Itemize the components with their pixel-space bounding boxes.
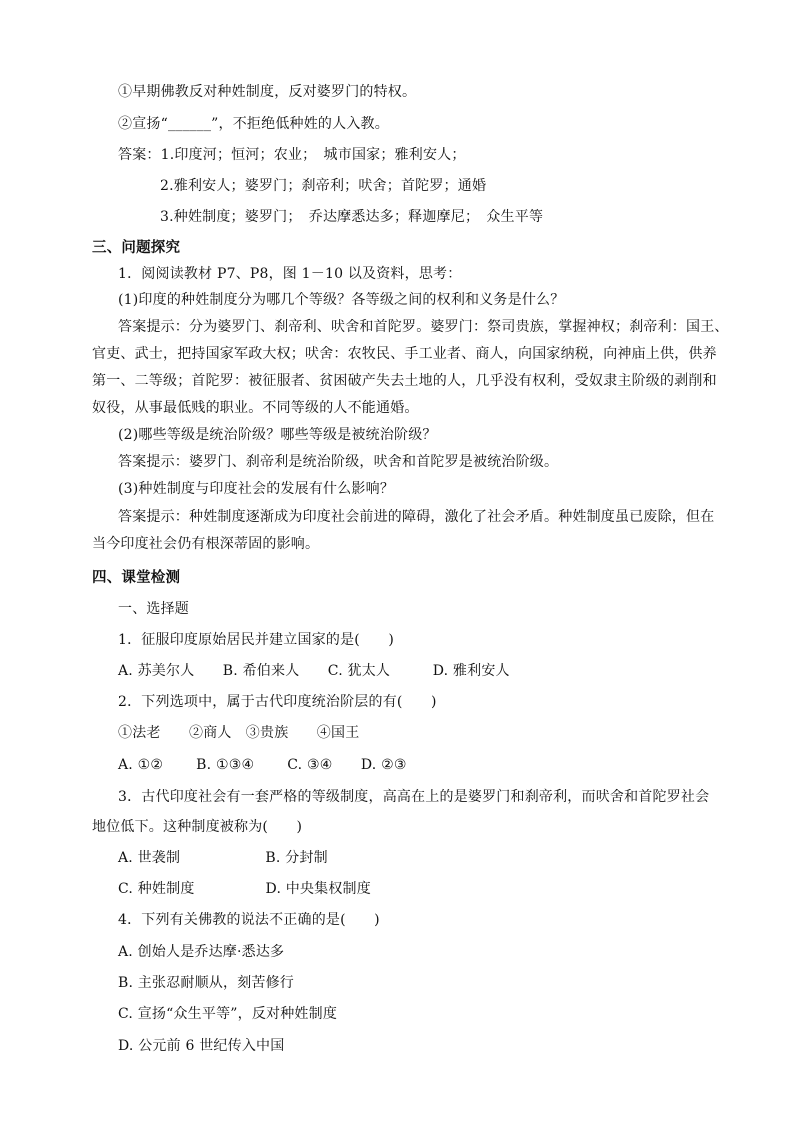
answer-line: 第一、二等级；首陀罗：被征服者、贫困破产失去土地的人，几乎没有权利，受奴隶主阶级的剥削和 — [92, 373, 717, 389]
options-line: A. ①② B. ①③④ C. ③④ D. ②③ — [118, 757, 407, 773]
answer-line: 答案提示：婆罗门、刹帝利是统治阶级，吠舍和首陀罗是被统治阶级。 — [118, 454, 559, 470]
question-line: (3)种姓制度与印度社会的发展有什么影响？ — [118, 481, 395, 497]
question-line: 3．古代印度社会有一套严格的等级制度，高高在上的是婆罗门和刹帝利，而吠舍和首陀罗社会 — [118, 789, 710, 805]
section-heading: 四、课堂检测 — [92, 569, 181, 586]
options-line: ①法老 ②商人 ③贵族 ④国王 — [118, 725, 360, 741]
text-line: ①早期佛教反对种姓制度，反对婆罗门的特权。 — [118, 84, 417, 100]
answer-line: 官吏、武士，把持国家军政大权；吠舍：农牧民、手工业者、商人，向国家纳税，向神庙上供，供养 — [92, 346, 717, 362]
answer-line: 3.种姓制度；婆罗门； 乔达摩悉达多；释迦摩尼； 众生平等 — [160, 209, 544, 225]
answer-line: 答案：1.印度河；恒河；农业； 城市国家；雅利安人； — [118, 147, 466, 163]
answer-line: 答案提示：分为婆罗门、刹帝利、吠舍和首陀罗。婆罗门：祭司贵族，掌握神权；刹帝利：国王、 — [118, 319, 729, 335]
option-line: D. 公元前 6 世纪传入中国 — [118, 1038, 285, 1054]
answer-line: 奴役，从事最低贱的职业。不同等级的人不能通婚。 — [92, 400, 419, 416]
question-line: 1．征服印度原始居民并建立国家的是( ) — [118, 632, 395, 648]
answer-line: 答案提示：种姓制度逐渐成为印度社会前进的障碍，激化了社会矛盾。种姓制度虽已废除，但在 — [118, 509, 715, 525]
section-heading: 三、问题探究 — [92, 239, 181, 256]
options-line: A. 苏美尔人 B. 希伯来人 C. 犹太人 D. 雅利安人 — [118, 663, 510, 679]
question-line: 4．下列有关佛教的说法不正确的是( ) — [118, 912, 380, 928]
question-line: (1)印度的种姓制度分为哪几个等级？各等级之间的权利和义务是什么？ — [118, 292, 565, 308]
answer-line: 当今印度社会仍有根深蒂固的影响。 — [92, 536, 320, 552]
answer-line: 2.雅利安人；婆罗门；刹帝利；吠舍；首陀罗；通婚 — [160, 178, 487, 194]
subsection-heading: 一、选择题 — [118, 601, 189, 617]
text-line: ②宣扬“______”，不拒绝低种姓的人入教。 — [118, 116, 389, 132]
option-line: B. 主张忍耐顺从，刻苦修行 — [118, 975, 294, 991]
question-line: (2)哪些等级是统治阶级？哪些等级是被统治阶级？ — [118, 427, 437, 443]
question-line: 地位低下。这种制度被称为( ) — [92, 819, 303, 835]
option-line: A. 创始人是乔达摩·悉达多 — [118, 944, 285, 960]
question-line: 2．下列选项中，属于古代印度统治阶层的有( ) — [118, 694, 437, 710]
options-line: C. 种姓制度 D. 中央集权制度 — [118, 881, 371, 897]
options-line: A. 世袭制 B. 分封制 — [118, 850, 328, 866]
option-line: C. 宣扬“众生平等”，反对种姓制度 — [118, 1006, 338, 1022]
text-line: 1．阅阅读教材 P7、P8，图 1－10 以及资料，思考： — [118, 266, 462, 282]
